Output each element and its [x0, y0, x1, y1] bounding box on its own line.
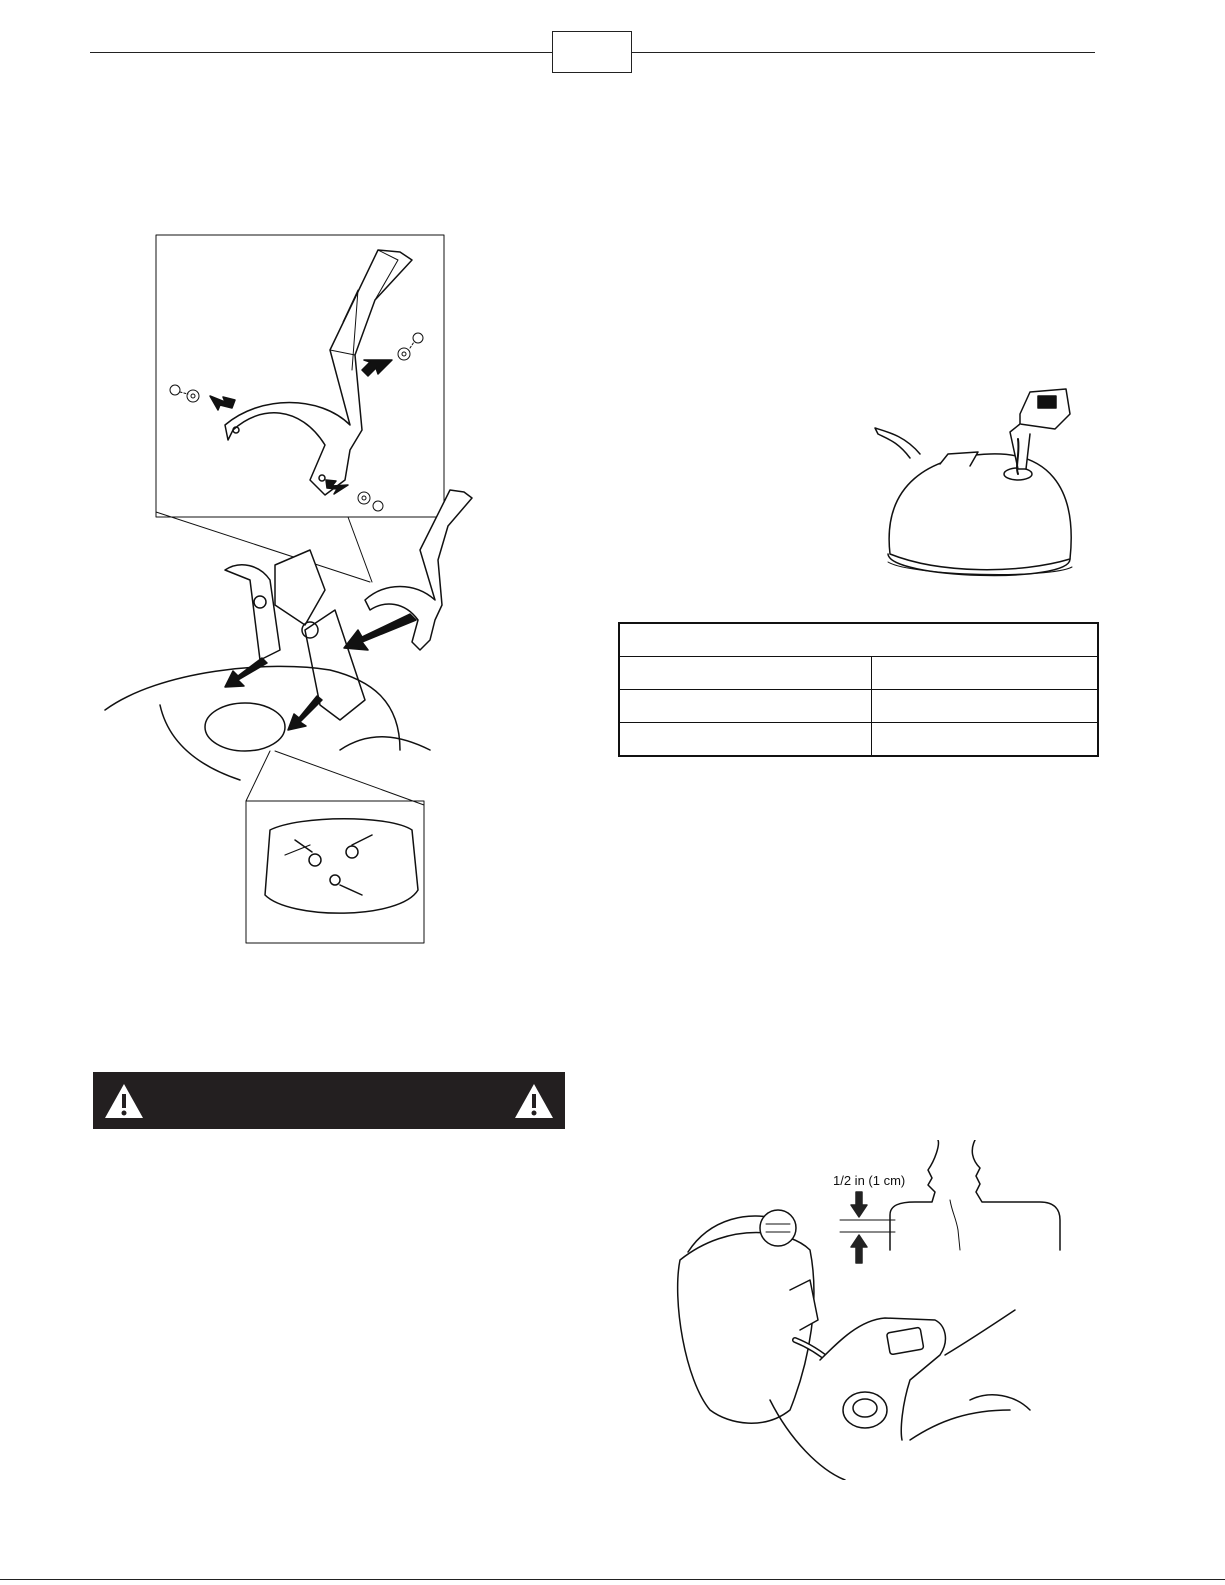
table-cell — [619, 690, 872, 723]
deflector-part — [225, 250, 412, 495]
warning-triangle-icon — [103, 1082, 145, 1120]
page-number-box — [552, 31, 632, 73]
deflector-part-small — [365, 490, 472, 650]
spec-table — [618, 622, 1099, 757]
table-header-row — [619, 623, 1098, 657]
fuel-can-spout — [875, 428, 920, 458]
table-row — [619, 723, 1098, 757]
warning-triangle-icon — [513, 1082, 555, 1120]
fuel-can-body — [889, 454, 1071, 570]
chute-housing — [105, 550, 430, 780]
table-row — [619, 657, 1098, 690]
fuel-fill-figure — [670, 1140, 1090, 1480]
table-title — [619, 623, 1098, 657]
table-row — [619, 690, 1098, 723]
table-cell — [872, 723, 1099, 757]
table-cell — [872, 690, 1099, 723]
bottom-rule — [0, 1579, 1225, 1580]
fuel-can-figure — [870, 384, 1100, 594]
detail-inset-top — [156, 235, 444, 517]
table-cell — [872, 657, 1099, 690]
table-cell — [619, 657, 872, 690]
bolt-detail — [265, 819, 418, 913]
warning-banner — [93, 1072, 565, 1129]
fill-level-detail — [840, 1140, 1060, 1250]
chute-assembly-figure — [100, 230, 500, 960]
fuel-can-pouring — [678, 1210, 860, 1423]
table-cell — [619, 723, 872, 757]
fill-level-arrows — [851, 1192, 867, 1263]
fill-level-label: 1/2 in (1 cm) — [833, 1173, 906, 1188]
oil-bottle — [1020, 389, 1070, 429]
